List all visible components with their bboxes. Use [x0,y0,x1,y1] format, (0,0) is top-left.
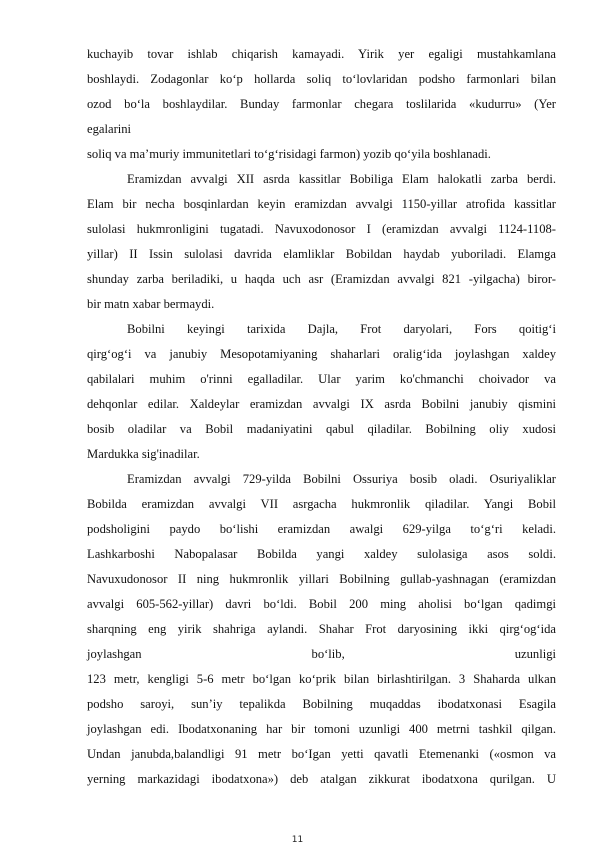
text-line: Undan janubda,balandligi 91 metr bo‘Igan yetti qavatli Etemenanki («osmon va [87,747,556,761]
text-line: ozod bo‘la boshlaydilar. Bunday farmonlar chegara toslilarida «kudurru» (Yer [87,97,556,111]
text-line: shunday zarba beriladiki, u haqda uch asr (Eramizdan avvalgi 821 -yilgacha) biror- [87,272,556,286]
text-line: sulolasi hukmronligini tugatadi. Navuxodonosor I (eramizdan avvalgi 1124-1108- [87,222,556,236]
text-line: podsho saroyi, sun’iy tepalikda Bobilning muqaddas ibodatxonasi Esagila [87,697,556,711]
text-line: yillar) II Issin sulolasi davrida elamliklar Bobildan haydab yuboriladi. Elamga [87,247,556,261]
text-line: Elam bir necha bosqinlardan keyin eramizdan avvalgi 1150-yillar atrofida kassitlar [87,197,556,211]
text-line: 123 metr, kengligi 5-6 metr bo‘lgan ko‘prik bilan birlashtirilgan. 3 Shaharda ulkan [87,672,556,686]
text-line: egalarini [87,122,132,136]
text-line: qabilalari muhim o'rinni egalladilar. Ular yarim ko'chmanchi choivador va [87,372,556,386]
text-line: avvalgi 605-562-yillar) davri bo‘ldi. Bobil 200 ming aholisi bo‘lgan qadimgi [87,597,556,611]
text-line: bosib oladilar va Bobil madaniyatini qabul qiladilar. Bobilning oliy xudosi [87,422,556,436]
text-line: Mardukka sig'inadilar. [87,447,200,461]
text-line: Navuxudonosor II ning hukmronlik yillari Bobilning gullab-yashnagan (eramizdan [87,572,556,586]
text-line: Lashkarboshi Nabopalasar Bobilda yangi xaldey sulolasiga asos soldi. [87,547,556,561]
text-line: dehqonlar edilar. Xaldeylar eramizdan avvalgi IX asrda Bobilni janubiy qismini [87,397,556,411]
text-line: Bobilni keyingi tarixida Dajla, Frot daryolari, Fors qoitig‘i [127,322,556,336]
text-line: kuchayib tovar ishlab chiqarish kamayadi. Yirik yer egaligi mustahkamlana [87,47,556,61]
text-line: bir matn xabar bermaydi. [87,297,215,311]
text-line: joylashgan bo‘lib, uzunligi [87,647,556,661]
text-line: sharqning eng yirik shahriga aylandi. Shahar Frot daryosining ikki qirg‘og‘ida [87,622,556,636]
text-line: soliq va ma’muriy immunitetlari to‘g‘risidagi farmon) yozib qo‘yila boshlanadi. [87,147,491,161]
text-line: Eramizdan avvalgi 729-yilda Bobilni Ossuriya bosib oladi. Osuriyaliklar [127,472,556,486]
text-line: podsholigini paydo bo‘lishi eramizdan awalgi 629-yilga to‘g‘ri keladi. [87,522,556,536]
text-line: qirg‘og‘i va janubiy Mesopotamiyaning shaharlari oralig‘ida joylashgan xaldey [87,347,556,361]
page-number: 11 [291,835,304,845]
text-line: Eramizdan avvalgi XII asrda kassitlar Bobiliga Elam halokatli zarba berdi. [127,172,556,186]
text-line: joylashgan edi. Ibodatxonaning har bir tomoni uzunligi 400 metrni tashkil qilgan. [87,722,556,736]
text-line: yerning markazidagi ibodatxona») deb atalgan zikkurat ibodatxona qurilgan. U [87,772,556,786]
text-line: Bobilda eramizdan avvalgi VII asrgacha hukmronlik qiladilar. Yangi Bobil [87,497,556,511]
text-line: boshlaydi. Zodagonlar ko‘p hollarda soliq to‘lovlaridan podsho farmonlari bilan [87,72,556,86]
